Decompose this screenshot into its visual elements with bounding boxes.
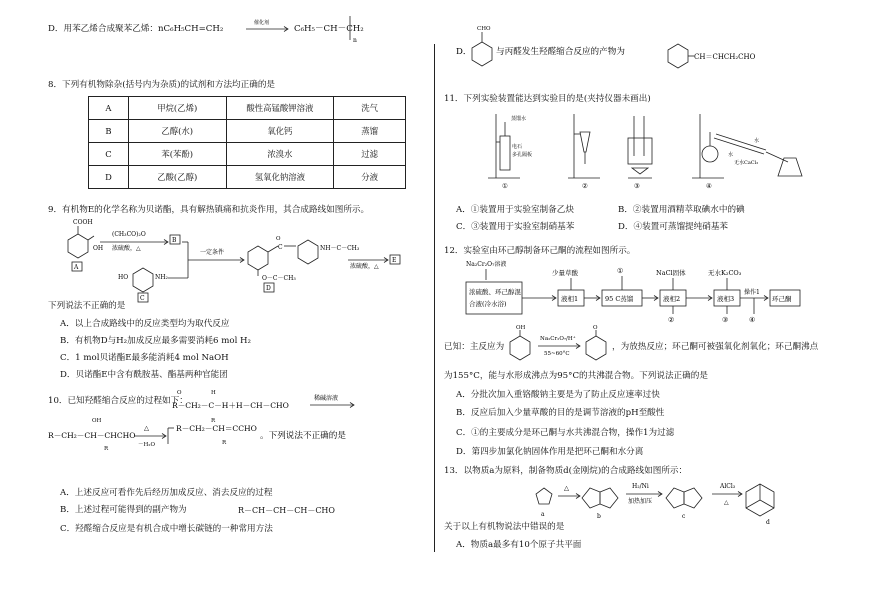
q7-bracket (348, 14, 368, 44)
svg-text:液相3: 液相3 (717, 295, 735, 303)
svg-text:①: ① (502, 182, 508, 190)
svg-text:COOH: COOH (73, 219, 93, 226)
table-row (89, 120, 406, 143)
q10-reaction (48, 386, 428, 460)
svg-text:②: ② (668, 316, 675, 324)
q11-option-c[interactable]: C．③装置用于实验室制硝基苯 (456, 222, 575, 232)
svg-text:95 C蒸馏: 95 C蒸馏 (605, 295, 634, 303)
q9-cond1b: 浓硫酸，△ (112, 245, 141, 252)
q13-route (534, 478, 824, 526)
svg-text:④: ④ (706, 182, 712, 190)
svg-text:A: A (74, 264, 79, 271)
q10-byproduct: R－CH－CH－CH－CHO (238, 506, 335, 515)
compound-c (118, 268, 168, 302)
q12-main-reaction (506, 326, 626, 362)
apparatus-3 (628, 116, 652, 190)
svg-text:多孔隔板: 多孔隔板 (512, 152, 533, 158)
svg-text:蒸馏水: 蒸馏水 (511, 116, 527, 122)
svg-text:水: 水 (728, 152, 734, 158)
table-cell: 蒸馏 (334, 120, 406, 143)
q9-cond3: 浓硫酸，△ (350, 263, 379, 270)
q8-stem: 8．下列有机物除杂(括号内为杂质)的试剂和方法均正确的是 (48, 80, 276, 90)
q10-stem: 10．已知羟醛缩合反应的过程如下： (48, 396, 188, 406)
q7-product: C₆H₅－CH－CH₂ (294, 24, 364, 34)
svg-text:NH₂: NH₂ (155, 274, 168, 281)
molecule-a (536, 488, 552, 504)
q9-after: 下列说法不正确的是 (48, 301, 126, 311)
svg-text:O: O (276, 236, 281, 242)
table-row (89, 97, 406, 120)
svg-text:△: △ (724, 499, 729, 506)
option-b[interactable]: B．有机物D与H₂加成反应最多需要消耗6 mol H₂ (60, 336, 251, 346)
svg-text:D: D (266, 285, 271, 292)
compound-d (248, 236, 360, 292)
q9-cond1: (CH₃CO)₂O (112, 231, 146, 238)
molecule-d (746, 484, 774, 526)
q9-stem: 9．有机物E的化学名称为贝诺酯，具有解热镇痛和抗炎作用，其合成路线如图所示。 (48, 205, 370, 215)
svg-text:CHO: CHO (477, 26, 491, 32)
q7-n: n (353, 37, 357, 44)
q12-box1 (466, 282, 522, 314)
svg-text:液相2: 液相2 (663, 295, 681, 303)
q9-route (48, 216, 428, 302)
column-divider (434, 44, 435, 552)
svg-text:c: c (682, 513, 686, 520)
option-c[interactable]: C．羟醛缩合反应是有机合成中增长碳链的一种常用方法 (60, 524, 273, 534)
option-b[interactable]: B．反应后加入少量草酸的目的是调节溶液的pH至酸性 (456, 408, 665, 418)
svg-text:O: O (593, 325, 598, 331)
svg-text:液相1: 液相1 (561, 295, 579, 303)
svg-text:△: △ (144, 424, 149, 432)
q12-known-tail: ，为放热反应；环己酮可被强氧化剂氧化；环己酮沸点 (612, 342, 819, 352)
svg-text:a: a (541, 511, 545, 518)
label-b: B (172, 237, 177, 244)
q10-reactants: R－CH₂－C－H＋H－CH－CHO (172, 401, 289, 410)
svg-text:③: ③ (634, 182, 640, 190)
option-a[interactable]: A．以上合成路线中的反应类型均为取代反应 (60, 319, 230, 329)
q13-after: 关于以上有机物说法中错误的是 (444, 522, 565, 532)
svg-text:R: R (211, 418, 216, 424)
svg-text:少量草酸: 少量草酸 (552, 269, 578, 277)
svg-text:合液(冷水浴): 合液(冷水浴) (469, 300, 507, 308)
svg-text:加热加压: 加热加压 (628, 498, 653, 505)
svg-text:环己酮: 环己酮 (772, 295, 792, 303)
table-cell: 过滤 (334, 143, 406, 166)
svg-text:CH＝CHCH₂CHO: CH＝CHCH₂CHO (694, 53, 756, 61)
option-a[interactable]: A．分批次加入重铬酸钠主要是为了防止反应速率过快 (456, 390, 660, 400)
svg-text:OH: OH (92, 418, 102, 424)
q11-stem: 11．下列实验装置能达到实验目的是(夹持仪器未画出) (444, 94, 651, 104)
svg-text:O－C－CH₃: O－C－CH₃ (262, 275, 296, 282)
table-cell: 苯(苯酚) (128, 143, 226, 166)
label-e: E (392, 257, 397, 264)
svg-text:与丙醛发生羟醛缩合反应的产物为: 与丙醛发生羟醛缩合反应的产物为 (496, 47, 625, 57)
q7-option-d: D．用苯乙烯合成聚苯乙烯：nC₆H₅CH=CH₂ (48, 24, 224, 34)
option-b[interactable]: B．上述过程可能得到的副产物为 (60, 505, 187, 515)
option-d[interactable]: D．第四步加氯化钠固体作用是把环己酮和水分离 (456, 447, 644, 457)
q11-option-b[interactable]: B．②装置用酒精萃取碘水中的碘 (618, 205, 745, 215)
svg-text:D．: D． (456, 47, 472, 57)
table-row (89, 143, 406, 166)
svg-text:②: ② (582, 182, 588, 190)
left-column (48, 0, 426, 614)
compound-a (68, 219, 103, 271)
svg-text:H₂/Ni: H₂/Ni (632, 483, 649, 490)
table-cell: 乙醇(水) (128, 120, 226, 143)
q10-cond: 稀碱溶液 (314, 395, 339, 402)
apparatus-2 (568, 114, 600, 190)
svg-text:55~60°C: 55~60°C (544, 351, 570, 357)
svg-text:水: 水 (754, 138, 760, 144)
svg-text:①: ① (617, 267, 624, 275)
apparatus-1 (488, 114, 532, 190)
q12-stem: 12．实验室由环己醇制备环己酮的流程如图所示。 (444, 246, 636, 256)
svg-text:Na₂Cr₂O₇/H⁺: Na₂Cr₂O₇/H⁺ (540, 336, 576, 342)
svg-text:O: O (177, 390, 182, 396)
option-a[interactable]: A．上述反应可看作先后经历加成反应、消去反应的过程 (60, 488, 273, 498)
q10-tail: 。下列说法不正确的是 (260, 431, 346, 441)
q13-stem: 13．以物质a为原料，制备物质d(金刚烷)的合成路线如图所示： (444, 466, 688, 476)
q12-line2: 为155°C，能与水形成沸点为95°C的共沸混合物。下列说法正确的是 (444, 371, 708, 381)
table-cell: C (89, 143, 129, 166)
q11-apparatus (484, 108, 824, 192)
apparatus-4 (692, 114, 802, 190)
svg-text:AlCl₃: AlCl₃ (720, 483, 736, 490)
svg-text:OH: OH (516, 325, 526, 331)
molecule-b (582, 488, 618, 520)
q11-option-d[interactable]: D．④装置可蒸馏提纯硝基苯 (618, 222, 729, 232)
q12-known: 已知：主反应为 (444, 342, 505, 352)
table-cell: D (89, 166, 129, 189)
q12-reagent1: Na₂Cr₂O₇溶液 (466, 261, 507, 268)
q10-option-d (456, 18, 834, 62)
svg-text:电石: 电石 (512, 144, 523, 150)
option-c[interactable]: C．1 mol贝诺酯E最多能消耗4 mol NaOH (60, 353, 229, 363)
right-column (444, 0, 828, 614)
svg-text:无水CaCl₂: 无水CaCl₂ (734, 160, 759, 166)
option-d[interactable]: D．贝诺酯E中含有酰胺基、酯基两种官能团 (60, 370, 228, 380)
svg-text:操作1: 操作1 (744, 289, 760, 296)
svg-text:浓硫酸、环己醇混: 浓硫酸、环己醇混 (469, 288, 521, 296)
q10-product: R－CH₂－CH＝CCHO (176, 424, 257, 433)
svg-text:OH: OH (93, 245, 104, 252)
table-cell: 分液 (334, 166, 406, 189)
q13-option-a[interactable]: A．物质a最多有10个原子共平面 (456, 540, 582, 550)
table-cell: 乙酸(乙醇) (128, 166, 226, 189)
q11-option-a[interactable]: A．①装置用于实验室制备乙炔 (456, 205, 574, 215)
svg-text:③: ③ (722, 316, 729, 324)
svg-text:b: b (597, 513, 601, 520)
svg-text:NH－C－CH₃: NH－C－CH₃ (320, 245, 360, 252)
table-cell: B (89, 120, 129, 143)
svg-text:HO: HO (118, 274, 129, 281)
table-row (89, 166, 406, 189)
table-cell: 酸性高锰酸钾溶液 (226, 97, 334, 120)
option-c[interactable]: C．①的主要成分是环己酮与水共沸混合物，操作1为过滤 (456, 428, 675, 438)
svg-text:NaCl固体: NaCl固体 (656, 269, 686, 277)
svg-text:R: R (222, 440, 227, 446)
q7-catalyst: 催化剂 (254, 20, 270, 26)
svg-text:R: R (104, 446, 109, 452)
q8-table (88, 96, 406, 189)
svg-text:无水K₂CO₃: 无水K₂CO₃ (708, 269, 742, 277)
table-cell: 氢氧化钠溶液 (226, 166, 334, 189)
svg-text:④: ④ (749, 316, 756, 324)
svg-text:d: d (766, 519, 770, 526)
table-cell: A (89, 97, 129, 120)
q12-flowchart (462, 258, 828, 328)
svg-text:C: C (278, 244, 283, 251)
svg-text:C: C (140, 295, 145, 302)
table-cell: 洗气 (334, 97, 406, 120)
table-cell: 浓溴水 (226, 143, 334, 166)
svg-text:－H₂O: －H₂O (138, 442, 156, 448)
table-cell: 甲烷(乙烯) (128, 97, 226, 120)
svg-text:△: △ (564, 484, 569, 492)
svg-text:H: H (211, 390, 216, 396)
q10-aldol: R－CH₂－CH－CHCHO (48, 431, 136, 440)
q7-arrow (240, 18, 300, 40)
q9-cond2: 一定条件 (200, 249, 225, 256)
molecule-c (666, 488, 702, 520)
table-cell: 氧化钙 (226, 120, 334, 143)
